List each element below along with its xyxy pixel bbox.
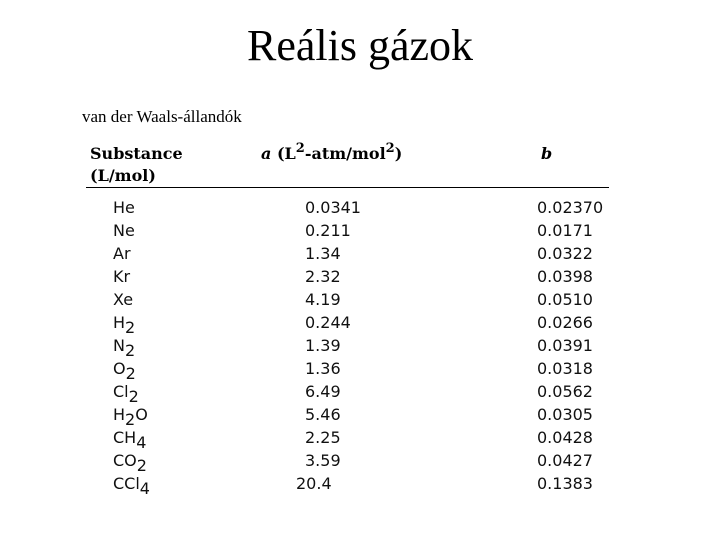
substance-formula-part: CO — [113, 451, 137, 470]
b-value-cell: 0.02370 — [537, 198, 604, 217]
table-row — [0, 474, 720, 497]
substance-subscript: 4 — [136, 433, 147, 452]
table-row — [0, 198, 720, 221]
substance-cell — [113, 382, 139, 406]
b-value-cell: 0.0322 — [537, 244, 593, 263]
table-row — [0, 359, 720, 382]
substance-formula-part: Ar — [113, 244, 131, 263]
b-value-cell: 0.0391 — [537, 336, 593, 355]
table-row — [0, 244, 720, 267]
header-substance: Substance — [90, 144, 183, 163]
page-title: Reális gázok — [246, 21, 474, 70]
page-subtitle: van der Waals-állandók — [82, 107, 242, 126]
header-substance-unit: (L/mol) — [90, 166, 156, 185]
b-value-cell: 0.0427 — [537, 451, 593, 470]
substance-subscript: 4 — [139, 479, 150, 498]
table-row — [0, 290, 720, 313]
b-value-cell: 0.0171 — [537, 221, 593, 240]
header-a-symbol: a — [261, 144, 272, 163]
header-a-unit-prefix: (L — [271, 144, 296, 163]
substance-subscript: 2 — [128, 387, 139, 406]
table-row — [0, 451, 720, 474]
table-row — [0, 313, 720, 336]
a-value-cell: 2.25 — [305, 428, 341, 447]
b-value-cell: 0.0318 — [537, 359, 593, 378]
substance-subscript: 2 — [125, 364, 136, 383]
header-a-unit-suffix: ) — [394, 144, 403, 163]
table-row — [0, 405, 720, 428]
substance-cell — [113, 221, 135, 240]
a-value-cell: 1.34 — [305, 244, 341, 263]
table-row — [0, 336, 720, 359]
a-value-cell: 3.59 — [305, 451, 341, 470]
b-value-cell: 0.0266 — [537, 313, 593, 332]
header-a-unit-exp1: 2 — [295, 141, 305, 156]
a-value-cell: 4.19 — [305, 290, 341, 309]
substance-formula-part: CCl — [113, 474, 140, 493]
a-value-cell: 20.4 — [296, 474, 332, 493]
b-value-cell: 0.1383 — [537, 474, 593, 493]
substance-cell — [113, 336, 136, 360]
substance-formula-part: H — [113, 405, 126, 424]
substance-subscript: 2 — [125, 318, 136, 337]
substance-cell — [113, 267, 130, 286]
substance-subscript: 2 — [124, 341, 136, 360]
a-value-cell: 0.0341 — [305, 198, 361, 217]
substance-formula-part: Xe — [113, 290, 134, 309]
substance-formula-part: O — [135, 405, 148, 424]
b-value-cell: 0.0305 — [537, 405, 593, 424]
a-value-cell: 0.244 — [305, 313, 351, 332]
table-row — [0, 267, 720, 290]
header-a-unit-exp2: 2 — [385, 141, 395, 156]
substance-subscript: 2 — [136, 456, 147, 475]
table-row — [0, 428, 720, 451]
a-value-cell: 2.32 — [305, 267, 341, 286]
header-a-unit-mid: -atm/mol — [304, 144, 386, 163]
table-row — [0, 382, 720, 405]
b-value-cell: 0.0428 — [537, 428, 593, 447]
substance-cell — [113, 359, 136, 383]
substance-cell — [113, 290, 133, 309]
substance-cell — [113, 451, 147, 475]
header-b: b — [541, 144, 553, 163]
a-value-cell: 1.39 — [305, 336, 341, 355]
substance-formula-part: Ne — [113, 221, 135, 240]
substance-cell — [113, 313, 136, 337]
table-body — [0, 198, 720, 497]
substance-formula-part: Kr — [113, 267, 131, 286]
a-value-cell: 6.49 — [305, 382, 341, 401]
substance-formula-part: O — [113, 359, 126, 378]
b-value-cell: 0.0562 — [537, 382, 593, 401]
a-value-cell: 0.211 — [305, 221, 351, 240]
substance-cell — [113, 474, 150, 498]
header-a — [261, 143, 402, 165]
substance-cell — [113, 244, 131, 263]
header-divider — [86, 187, 609, 188]
substance-cell — [113, 405, 148, 429]
substance-formula-part: H — [113, 313, 126, 332]
substance-formula-part: CH — [113, 428, 137, 447]
substance-cell — [113, 428, 147, 452]
substance-formula-part: N — [113, 336, 125, 355]
substance-cell — [113, 198, 135, 217]
table-row — [0, 221, 720, 244]
b-value-cell: 0.0398 — [537, 267, 593, 286]
a-value-cell: 5.46 — [305, 405, 341, 424]
b-value-cell: 0.0510 — [537, 290, 593, 309]
substance-subscript: 2 — [125, 410, 136, 429]
a-value-cell: 1.36 — [305, 359, 341, 378]
substance-formula-part: He — [113, 198, 135, 217]
substance-formula-part: Cl — [113, 382, 129, 401]
